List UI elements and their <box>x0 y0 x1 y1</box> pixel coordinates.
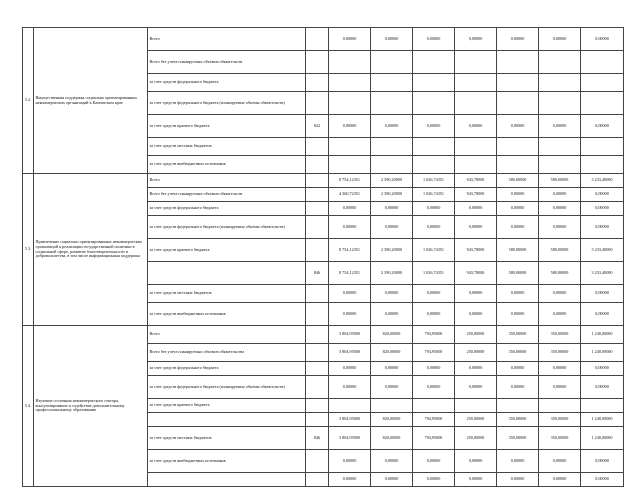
amount-cell: 1 240,00000 <box>581 427 624 450</box>
amount-cell: 0,00000 <box>455 28 497 51</box>
amount-cell <box>497 138 539 156</box>
amount-cell: 0,00000 <box>455 303 497 326</box>
amount-cell: 350,00000 <box>497 326 539 344</box>
amount-cell: 0,00000 <box>329 216 371 239</box>
section-index: 5.3. <box>23 174 34 326</box>
amount-cell: 8 754,12351 <box>329 239 371 262</box>
amount-cell: 0,00000 <box>539 216 581 239</box>
amount-cell: 943,78000 <box>455 239 497 262</box>
budget-code-cell: 822 <box>306 115 329 138</box>
amount-cell: 1 240,00000 <box>581 326 624 344</box>
funding-source-label <box>148 473 306 487</box>
amount-cell: 0,00000 <box>455 473 497 487</box>
amount-cell: 0,00000 <box>413 202 455 216</box>
amount-cell: 350,00000 <box>497 413 539 427</box>
section-index: 5.4. <box>23 326 34 487</box>
budget-code-cell <box>306 344 329 362</box>
amount-cell <box>371 399 413 413</box>
funding-source-label: Всего <box>148 326 306 344</box>
amount-cell <box>581 92 624 115</box>
section-index: 5.2. <box>23 28 34 174</box>
amount-cell: 2 390,20000 <box>371 239 413 262</box>
amount-cell: 0,00000 <box>455 450 497 473</box>
amount-cell <box>413 51 455 74</box>
budget-code-cell <box>306 202 329 216</box>
amount-cell: 350,00000 <box>539 427 581 450</box>
amount-cell <box>497 156 539 174</box>
funding-source-label: за счет средств внебюджетных источников <box>148 450 306 473</box>
amount-cell: 350,00000 <box>539 413 581 427</box>
amount-cell: 3 233,40000 <box>581 239 624 262</box>
amount-cell: 350,00000 <box>497 427 539 450</box>
amount-cell: 1 026,74351 <box>413 239 455 262</box>
amount-cell <box>329 138 371 156</box>
funding-source-label: за счет средств краевого бюджета <box>148 399 306 413</box>
budget-code-cell <box>306 326 329 344</box>
budget-code-cell <box>306 450 329 473</box>
budget-code-cell <box>306 74 329 92</box>
amount-cell: 0,00000 <box>371 362 413 376</box>
budget-code-cell <box>306 28 329 51</box>
amount-cell: 0,00000 <box>371 216 413 239</box>
section-name: Привлечение социально ориентированных некоммерческих организаций к реализации государственной политики в социальной сфере, развитие благотворительности и добровольчества, в том числе информационная поддержка <box>34 174 148 326</box>
funding-source-label <box>148 262 306 285</box>
table-row <box>23 28 624 51</box>
funding-source-label: за счет средств федерального бюджета (планируемые объемы обязательств) <box>148 376 306 399</box>
amount-cell <box>455 74 497 92</box>
amount-cell: 820,00000 <box>371 326 413 344</box>
amount-cell: 0,00000 <box>497 450 539 473</box>
amount-cell: 0,00000 <box>371 202 413 216</box>
amount-cell <box>413 74 455 92</box>
amount-cell: 820,00000 <box>371 413 413 427</box>
amount-cell: 0,00000 <box>455 285 497 303</box>
budget-code-cell <box>306 51 329 74</box>
amount-cell: 0,00000 <box>371 303 413 326</box>
amount-cell: 0,00000 <box>371 115 413 138</box>
funding-source-label: за счет средств внебюджетных источников <box>148 303 306 326</box>
amount-cell: 0,00000 <box>413 473 455 487</box>
amount-cell: 0,00000 <box>581 376 624 399</box>
amount-cell: 0,00000 <box>539 376 581 399</box>
amount-cell <box>455 399 497 413</box>
amount-cell: 1 240,00000 <box>581 344 624 362</box>
amount-cell: 0,00000 <box>329 28 371 51</box>
amount-cell: 1 026,74351 <box>413 174 455 188</box>
amount-cell: 0,00000 <box>539 285 581 303</box>
amount-cell <box>539 51 581 74</box>
amount-cell: 0,00000 <box>581 285 624 303</box>
amount-cell: 0,00000 <box>539 28 581 51</box>
funding-source-label: за счет средств федерального бюджета <box>148 202 306 216</box>
amount-cell: 3 804,95000 <box>329 427 371 450</box>
amount-cell <box>413 156 455 174</box>
budget-code-cell <box>306 473 329 487</box>
amount-cell: 794,95000 <box>413 427 455 450</box>
funding-source-label: Всего без учета планируемых объемов обязательства <box>148 344 306 362</box>
amount-cell: 0,00000 <box>497 473 539 487</box>
funding-source-label <box>148 413 306 427</box>
amount-cell <box>329 74 371 92</box>
amount-cell <box>539 138 581 156</box>
budget-code-cell <box>306 156 329 174</box>
budget-code-cell <box>306 188 329 202</box>
amount-cell <box>539 74 581 92</box>
table-row <box>23 326 624 344</box>
amount-cell <box>371 92 413 115</box>
amount-cell: 250,00000 <box>455 413 497 427</box>
amount-cell: 0,00000 <box>497 188 539 202</box>
amount-cell: 0,00000 <box>413 216 455 239</box>
amount-cell: 0,00000 <box>413 362 455 376</box>
amount-cell <box>581 156 624 174</box>
amount-cell <box>329 156 371 174</box>
amount-cell: 4 360,72351 <box>329 188 371 202</box>
amount-cell: 0,00000 <box>497 376 539 399</box>
amount-cell: 0,00000 <box>329 303 371 326</box>
amount-cell <box>581 399 624 413</box>
amount-cell: 250,00000 <box>455 427 497 450</box>
amount-cell: 0,00000 <box>371 376 413 399</box>
amount-cell: 0,00000 <box>497 285 539 303</box>
funding-source-label: Всего <box>148 28 306 51</box>
funding-source-label: за счет средств федерального бюджета (планируемые объемы обязательств) <box>148 216 306 239</box>
amount-cell <box>539 92 581 115</box>
amount-cell: 0,00000 <box>455 202 497 216</box>
budget-code-cell <box>306 216 329 239</box>
budget-code-cell <box>306 239 329 262</box>
amount-cell: 8 754,12351 <box>329 262 371 285</box>
budget-code-cell <box>306 303 329 326</box>
section-name: Изучение состояния некоммерческого сектора, консультирование и содействие дополнительному профессиональному образованию <box>34 326 148 487</box>
amount-cell: 0,00000 <box>539 115 581 138</box>
funding-source-label: Всего без учета планируемых объемов обязательств <box>148 51 306 74</box>
amount-cell: 350,00000 <box>539 344 581 362</box>
funding-source-label: за счет средств федерального бюджета (планируемые объемы обязательств) <box>148 92 306 115</box>
funding-source-label: за счет средств краевого бюджета <box>148 115 306 138</box>
amount-cell: 3 804,95000 <box>329 413 371 427</box>
amount-cell: 0,00000 <box>581 115 624 138</box>
amount-cell: 0,00000 <box>497 303 539 326</box>
budget-code-cell <box>306 174 329 188</box>
amount-cell: 3 804,95000 <box>329 326 371 344</box>
amount-cell: 580,00000 <box>539 262 581 285</box>
amount-cell: 350,00000 <box>539 326 581 344</box>
amount-cell <box>455 51 497 74</box>
amount-cell: 0,00000 <box>581 450 624 473</box>
amount-cell: 8 754,12351 <box>329 174 371 188</box>
amount-cell: 0,00000 <box>497 216 539 239</box>
amount-cell <box>497 92 539 115</box>
amount-cell: 580,00000 <box>539 239 581 262</box>
amount-cell <box>455 92 497 115</box>
budget-code-cell <box>306 92 329 115</box>
amount-cell: 0,00000 <box>329 202 371 216</box>
amount-cell: 0,00000 <box>329 285 371 303</box>
funding-source-label: за счет средств местных бюджетов <box>148 285 306 303</box>
amount-cell: 0,00000 <box>455 376 497 399</box>
amount-cell: 0,00000 <box>413 303 455 326</box>
amount-cell: 0,00000 <box>539 188 581 202</box>
budget-table <box>22 27 624 487</box>
amount-cell: 0,00000 <box>413 450 455 473</box>
amount-cell <box>455 156 497 174</box>
amount-cell: 0,00000 <box>413 28 455 51</box>
funding-source-label: за счет средств местных бюджетов <box>148 138 306 156</box>
amount-cell: 0,00000 <box>497 202 539 216</box>
amount-cell: 0,00000 <box>455 362 497 376</box>
amount-cell: 250,00000 <box>455 326 497 344</box>
section-name: Имущественная поддержка социально ориентированных некоммерческих организаций в Камчатском крае <box>34 28 148 174</box>
budget-code-cell <box>306 399 329 413</box>
amount-cell: 580,00000 <box>539 174 581 188</box>
budget-code-cell <box>306 413 329 427</box>
table-row <box>23 174 624 188</box>
amount-cell <box>413 92 455 115</box>
budget-code-cell: 846 <box>306 262 329 285</box>
funding-source-label: за счет средств местных бюджетов <box>148 427 306 450</box>
amount-cell <box>329 399 371 413</box>
amount-cell: 0,00000 <box>413 376 455 399</box>
amount-cell: 0,00000 <box>581 303 624 326</box>
amount-cell <box>581 138 624 156</box>
amount-cell <box>371 74 413 92</box>
amount-cell: 0,00000 <box>539 362 581 376</box>
amount-cell: 0,00000 <box>329 376 371 399</box>
amount-cell <box>413 399 455 413</box>
amount-cell: 3 804,95000 <box>329 344 371 362</box>
amount-cell: 0,00000 <box>539 202 581 216</box>
funding-source-label: за счет средств внебюджетных источников <box>148 156 306 174</box>
funding-source-label: за счет средств федерального бюджета <box>148 74 306 92</box>
amount-cell: 580,00000 <box>497 262 539 285</box>
amount-cell: 943,78000 <box>455 174 497 188</box>
amount-cell: 350,00000 <box>497 344 539 362</box>
amount-cell: 0,00000 <box>581 202 624 216</box>
amount-cell: 0,00000 <box>371 450 413 473</box>
amount-cell <box>413 138 455 156</box>
amount-cell: 580,00000 <box>497 239 539 262</box>
amount-cell <box>497 74 539 92</box>
amount-cell: 794,95000 <box>413 344 455 362</box>
funding-source-label: за счет средств краевого бюджета <box>148 239 306 262</box>
amount-cell: 0,00000 <box>539 450 581 473</box>
amount-cell: 0,00000 <box>455 115 497 138</box>
amount-cell <box>371 156 413 174</box>
amount-cell: 580,00000 <box>497 174 539 188</box>
amount-cell: 0,00000 <box>581 188 624 202</box>
amount-cell: 0,00000 <box>581 28 624 51</box>
amount-cell: 943,78000 <box>455 188 497 202</box>
amount-cell: 943,78000 <box>455 262 497 285</box>
amount-cell: 2 390,20000 <box>371 188 413 202</box>
amount-cell: 3 233,40000 <box>581 262 624 285</box>
amount-cell: 0,00000 <box>329 362 371 376</box>
amount-cell: 0,00000 <box>455 216 497 239</box>
amount-cell: 0,00000 <box>413 115 455 138</box>
budget-code-cell <box>306 362 329 376</box>
amount-cell <box>455 138 497 156</box>
budget-code-cell <box>306 138 329 156</box>
amount-cell: 2 390,20000 <box>371 262 413 285</box>
amount-cell: 3 233,40000 <box>581 174 624 188</box>
amount-cell <box>497 399 539 413</box>
amount-cell: 0,00000 <box>413 285 455 303</box>
budget-code-cell <box>306 376 329 399</box>
amount-cell: 0,00000 <box>329 450 371 473</box>
amount-cell: 0,00000 <box>539 473 581 487</box>
amount-cell: 1 026,74351 <box>413 262 455 285</box>
amount-cell: 0,00000 <box>581 473 624 487</box>
funding-source-label: Всего без учета планируемых объемов обязательств <box>148 188 306 202</box>
amount-cell <box>329 51 371 74</box>
amount-cell <box>329 92 371 115</box>
amount-cell: 0,00000 <box>497 362 539 376</box>
budget-code-cell <box>306 285 329 303</box>
amount-cell <box>539 156 581 174</box>
amount-cell: 0,00000 <box>329 115 371 138</box>
amount-cell: 794,95000 <box>413 326 455 344</box>
amount-cell <box>371 138 413 156</box>
amount-cell: 794,95000 <box>413 413 455 427</box>
amount-cell: 0,00000 <box>497 28 539 51</box>
amount-cell: 0,00000 <box>581 216 624 239</box>
amount-cell: 0,00000 <box>371 473 413 487</box>
budget-code-cell: 846 <box>306 427 329 450</box>
funding-source-label: за счет средств федерального бюджета <box>148 362 306 376</box>
amount-cell: 250,00000 <box>455 344 497 362</box>
amount-cell: 0,00000 <box>371 285 413 303</box>
amount-cell <box>539 399 581 413</box>
amount-cell: 820,00000 <box>371 344 413 362</box>
amount-cell <box>581 51 624 74</box>
amount-cell: 0,00000 <box>329 473 371 487</box>
amount-cell <box>497 51 539 74</box>
amount-cell <box>581 74 624 92</box>
amount-cell: 2 390,20000 <box>371 174 413 188</box>
amount-cell: 0,00000 <box>539 303 581 326</box>
amount-cell: 0,00000 <box>371 28 413 51</box>
amount-cell: 1 240,00000 <box>581 413 624 427</box>
amount-cell: 1 026,74351 <box>413 188 455 202</box>
amount-cell: 820,00000 <box>371 427 413 450</box>
amount-cell: 0,00000 <box>497 115 539 138</box>
amount-cell: 0,00000 <box>581 362 624 376</box>
funding-source-label: Всего <box>148 174 306 188</box>
amount-cell <box>371 51 413 74</box>
